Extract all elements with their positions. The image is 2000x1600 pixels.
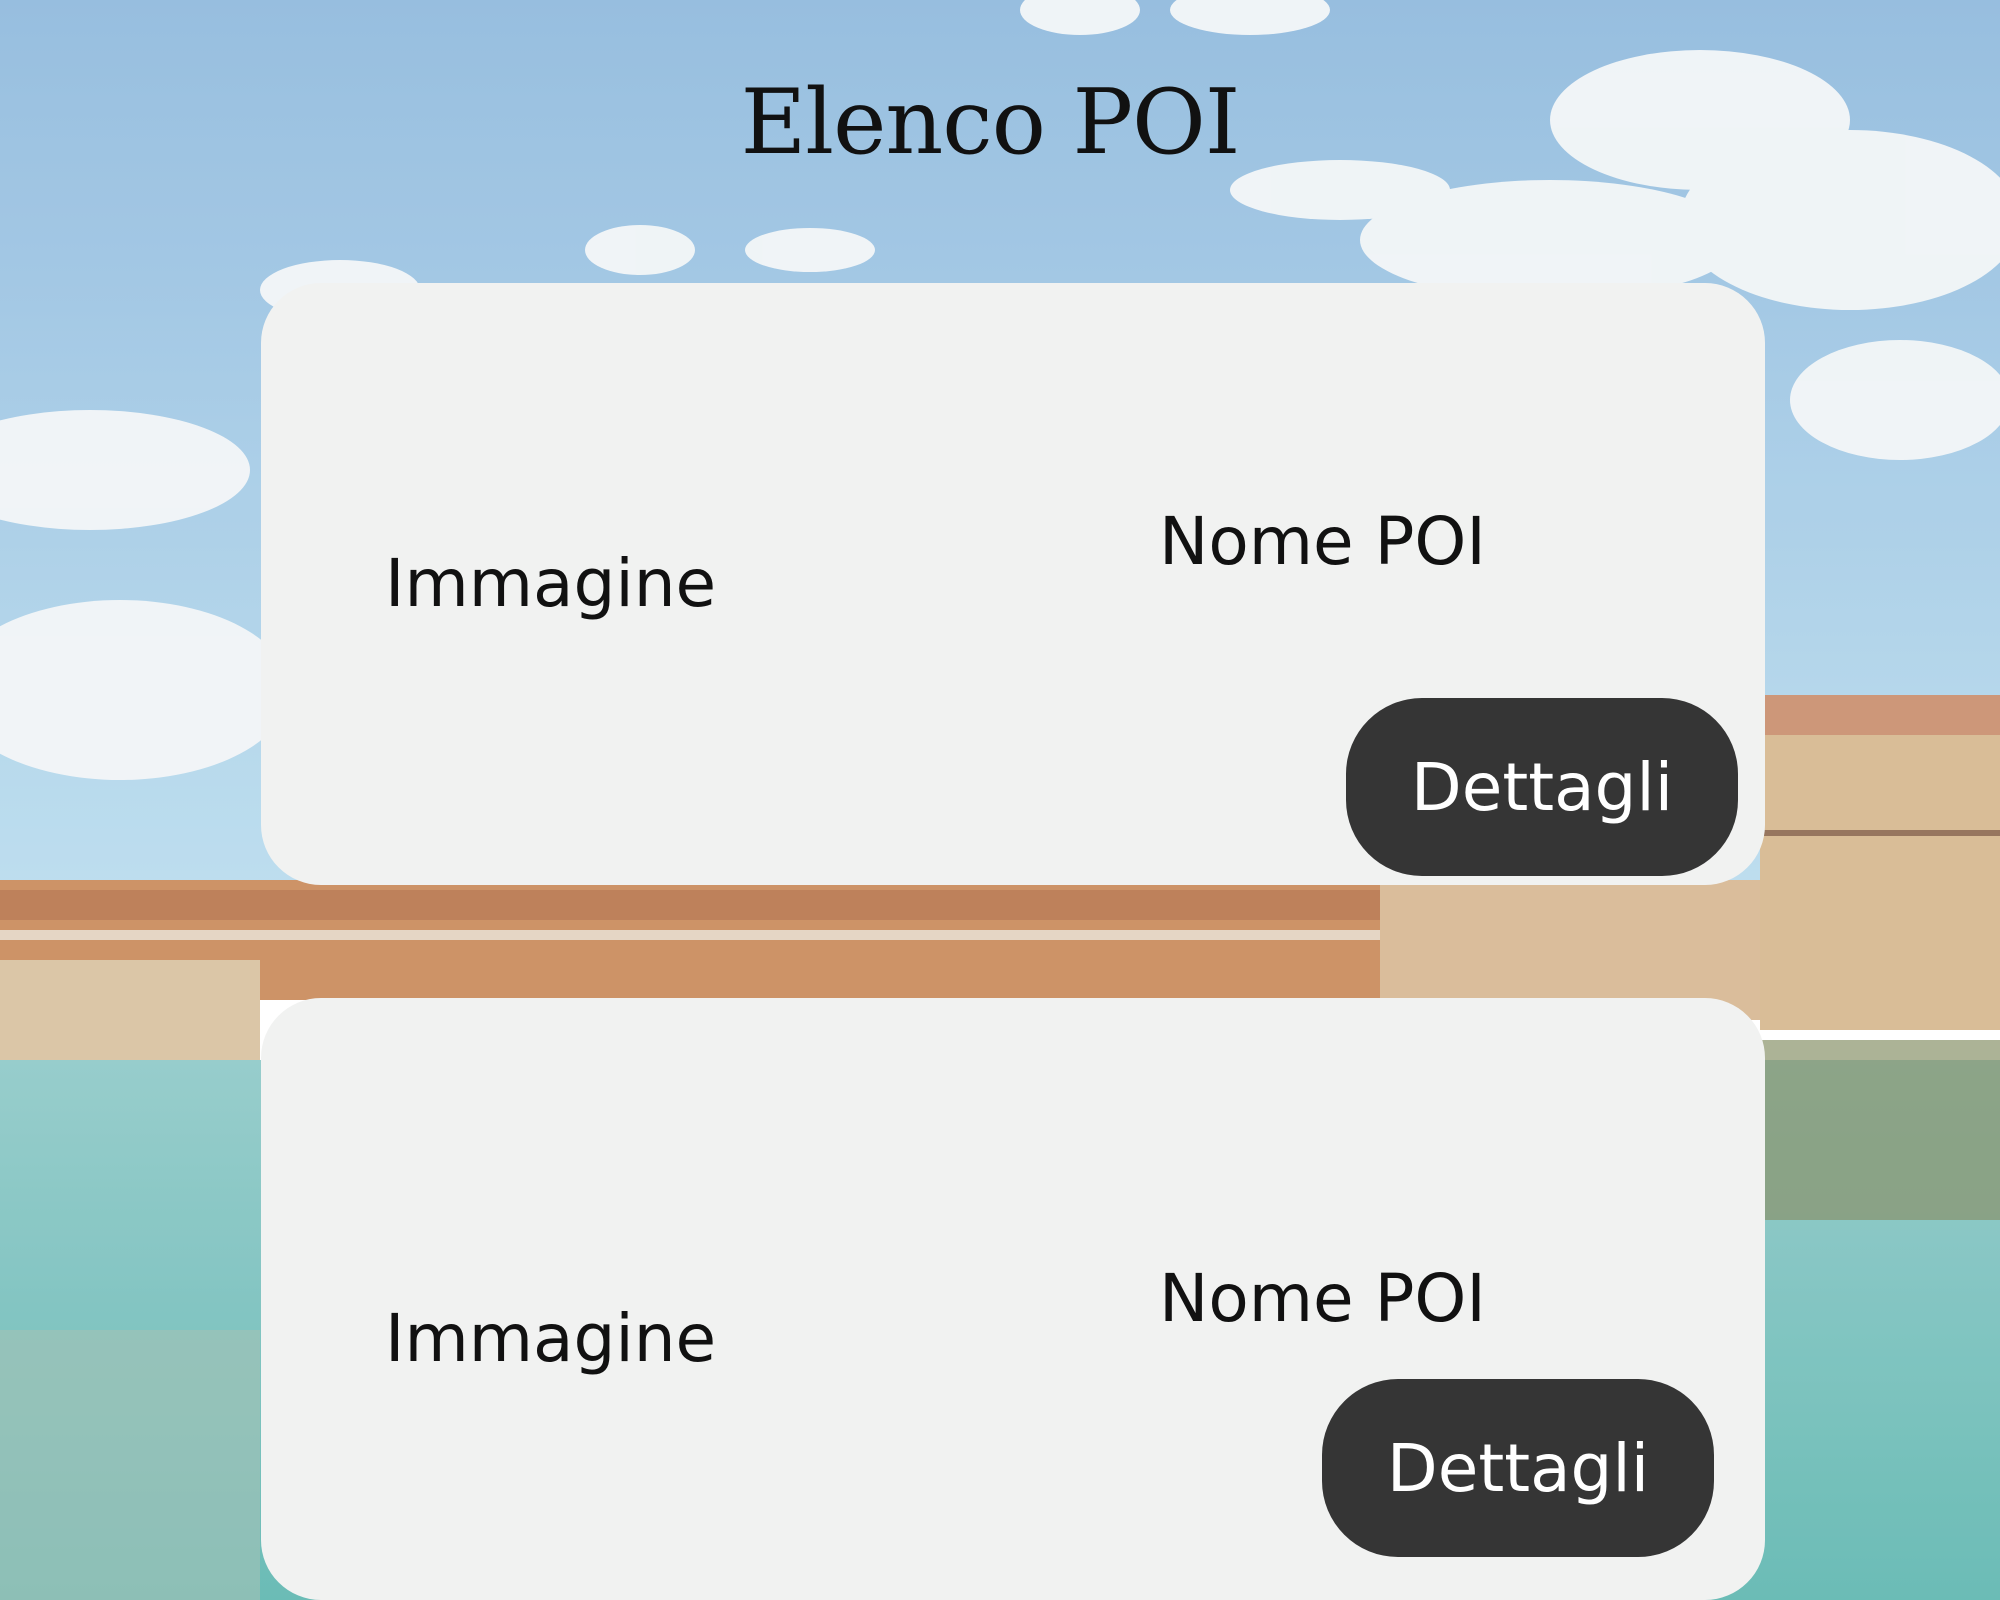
details-button[interactable]: Dettagli bbox=[1322, 1379, 1714, 1557]
poi-card bbox=[261, 283, 1765, 885]
poi-image-placeholder: Immagine bbox=[385, 545, 717, 622]
poi-card bbox=[261, 998, 1765, 1600]
details-button[interactable]: Dettagli bbox=[1346, 698, 1738, 876]
poi-image-placeholder: Immagine bbox=[385, 1300, 717, 1377]
page-title: Elenco POI bbox=[740, 70, 1240, 175]
poi-name: Nome POI bbox=[1159, 1260, 1486, 1337]
poi-name: Nome POI bbox=[1159, 503, 1486, 580]
